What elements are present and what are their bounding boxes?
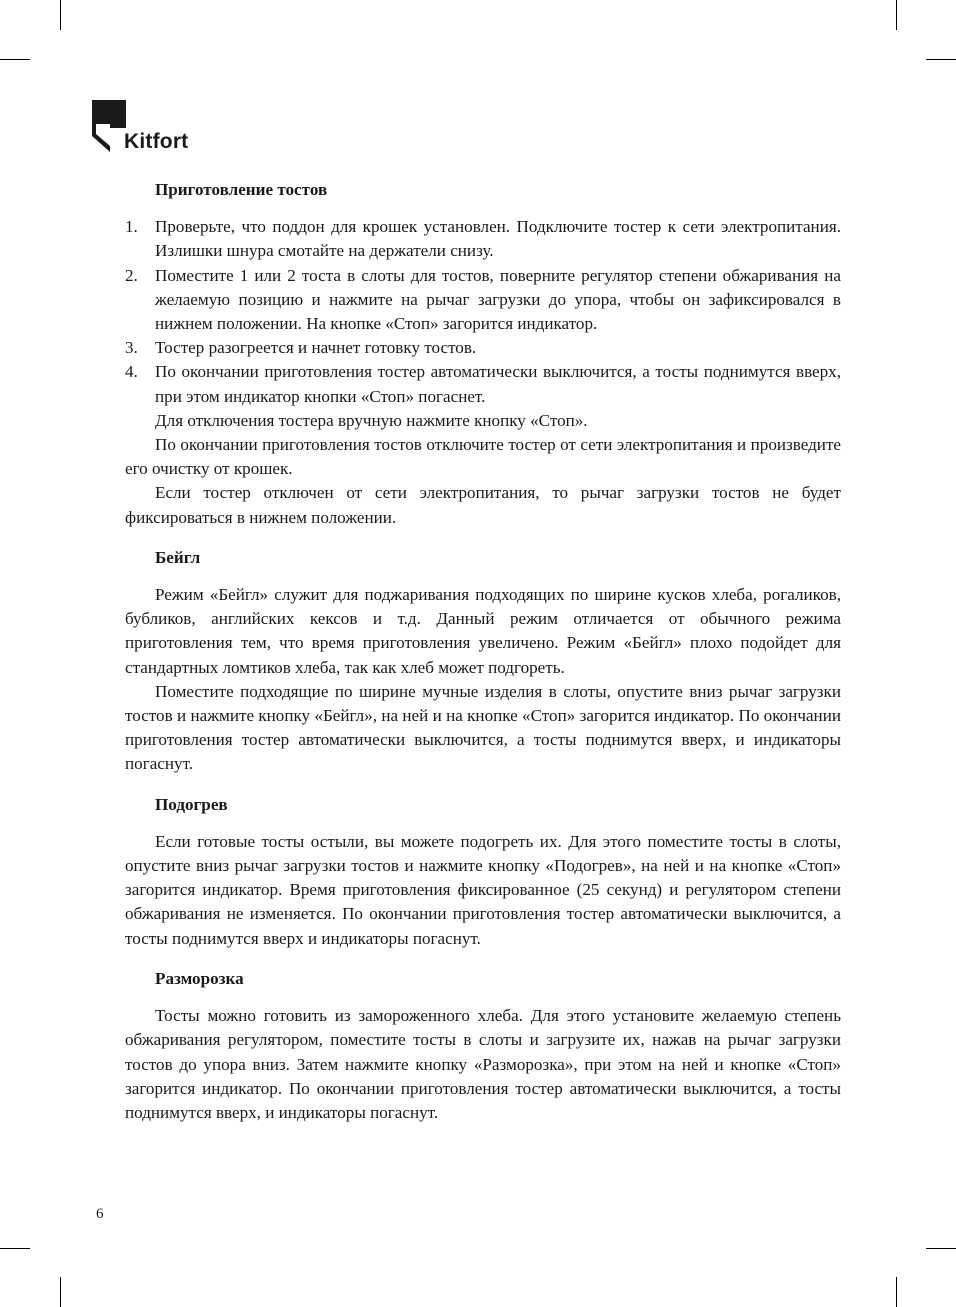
paragraph: Поместите подходящие по ширине мучные изделия в слоты, опустите вниз рычаг загрузки тостов и нажмите кнопку «Бейгл», на ней и на кнопке «Стоп» загорится индикатор. По окончании приготовления тостер автоматически выключится, а тосты поднимутся вверх, и индикаторы погаснут. xyxy=(125,681,841,774)
paragraph: По окончании приготовления тостов отключите тостер от сети электропитания и произведите его очистку от крошек. xyxy=(125,435,841,479)
crop-mark xyxy=(896,0,897,30)
section-title-bagel: Бейгл xyxy=(155,547,201,567)
list-item: 4. По окончании приготовления тостер автоматически выключится, а тосты поднимутся вверх, при этом индикатор кнопки «Стоп» погаснет. xyxy=(125,362,841,406)
page-number: 6 xyxy=(96,1206,104,1222)
paragraph: Если готовые тосты остыли, вы можете подогреть их. Для этого поместите тосты в слоты, опустите вниз рычаг загрузки тостов и нажмите кнопку «Подогрев», на ней и на кнопке «Стоп» загорится индикатор. Время приготовления фиксированное (25 секунд) и регулятором степени обжаривания не изменяется. По окончании приготовления тостер автоматически выключится, а тосты поднимутся вверх и индикаторы погаснут. xyxy=(125,831,841,948)
brand-name: Kitfort xyxy=(124,130,189,153)
crop-mark xyxy=(60,1277,61,1307)
crop-mark xyxy=(926,1248,956,1249)
crop-mark xyxy=(896,1277,897,1307)
paragraph: Тосты можно готовить из замороженного хлеба. Для этого установите желаемую степень обжаривания регулятором, поместите тосты в слоты и загрузите их, нажав на рычаг загрузки тостов до упора вниз. Затем нажмите кнопку «Разморозка», при этом на ней и кнопке «Стоп» загорится индикатор. По окончании приготовления тостер автоматически выключится, а тосты поднимутся вверх, и индикаторы погаснут. xyxy=(125,1006,841,1122)
paragraph: Режим «Бейгл» служит для поджаривания подходящих по ширине кусков хлеба, рогаликов, бубликов, английских кексов и т.д. Данный режим отличается от обычного режима приготовления тем, что время приготовления увеличено. Режим «Бейгл» плохо подойдет для стандартных ломтиков хлеба, так как хлеб может подгореть. xyxy=(125,585,841,677)
toast-steps xyxy=(125,215,841,409)
manual-off-note: Для отключения тостера вручную нажмите кнопку «Стоп». xyxy=(155,410,588,430)
crop-mark xyxy=(0,59,30,60)
list-item: 3. Тостер разогреется и начнет готовку тостов. xyxy=(125,338,477,358)
list-item: 2. Поместите 1 или 2 тоста в слоты для тостов, поверните регулятор степени обжаривания на желаемую позицию и нажмите на рычаг загрузки до упора, чтобы он зафиксировался в нижнем положении. На кнопке «Стоп» загорится индикатор. xyxy=(125,265,841,334)
page-content xyxy=(125,176,841,1125)
list-item: 1. Проверьте, что поддон для крошек установлен. Подключите тостер к сети электропитания. Излишки шнура смотайте на держатели снизу. xyxy=(125,217,841,261)
crop-mark xyxy=(0,1248,30,1249)
section-title-toast: Приготовление тостов xyxy=(155,180,328,199)
section-title-defrost: Разморозка xyxy=(155,968,244,988)
paragraph: Если тостер отключен от сети электропитания, то рычаг загрузки тостов не будет фиксироваться в нижнем положении. xyxy=(125,483,841,527)
brand-logo xyxy=(92,100,232,160)
crop-mark xyxy=(60,0,61,30)
section-title-reheat: Подогрев xyxy=(155,794,228,814)
crop-mark xyxy=(926,59,956,60)
